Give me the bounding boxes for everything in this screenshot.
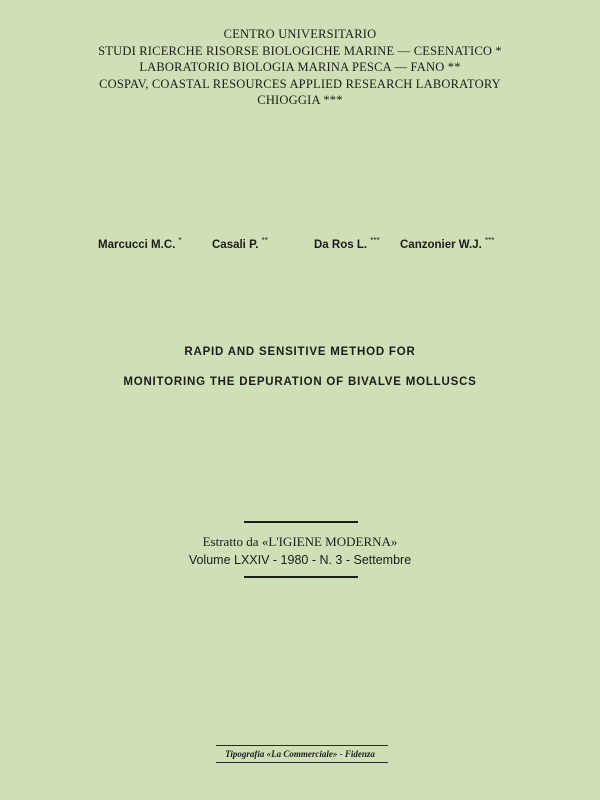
printer-imprint: Tipografia «La Commerciale» - Fidenza [225,749,375,759]
citation-rule-top [244,521,358,523]
paper-title-line-1: RAPID AND SENSITIVE METHOD FOR [184,346,416,358]
footer-rule-top [216,745,388,746]
header-line-4: COSPAV, COASTAL RESOURCES APPLIED RESEARCH LABORATORY [99,76,501,91]
author: Casali P. ** [212,236,268,251]
header-line-3: LABORATORIO BIOLOGIA MARINA PESCA — FANO ** [139,60,461,74]
header-line-2: STUDI RICERCHE RISORSE BIOLOGICHE MARINE — CESENATICO * [98,43,502,58]
author: Marcucci M.C. * [98,236,182,251]
institution-header [60,26,540,109]
paper-title-line-2: MONITORING THE DEPURATION OF BIVALVE MOLLUSCS [123,376,477,388]
citation-extract: Estratto da «L'IGIENE MODERNA» [202,534,398,549]
header-line-5: CHIOGGIA *** [257,93,343,107]
citation-rule-bottom [244,576,358,578]
author: Canzonier W.J. *** [400,236,495,251]
header-line-1: CENTRO UNIVERSITARIO [223,27,377,41]
footer-rule-bottom [216,762,388,763]
citation-volume: Volume LXXIV - 1980 - N. 3 - Settembre [188,553,412,567]
author: Da Ros L. *** [314,236,380,251]
